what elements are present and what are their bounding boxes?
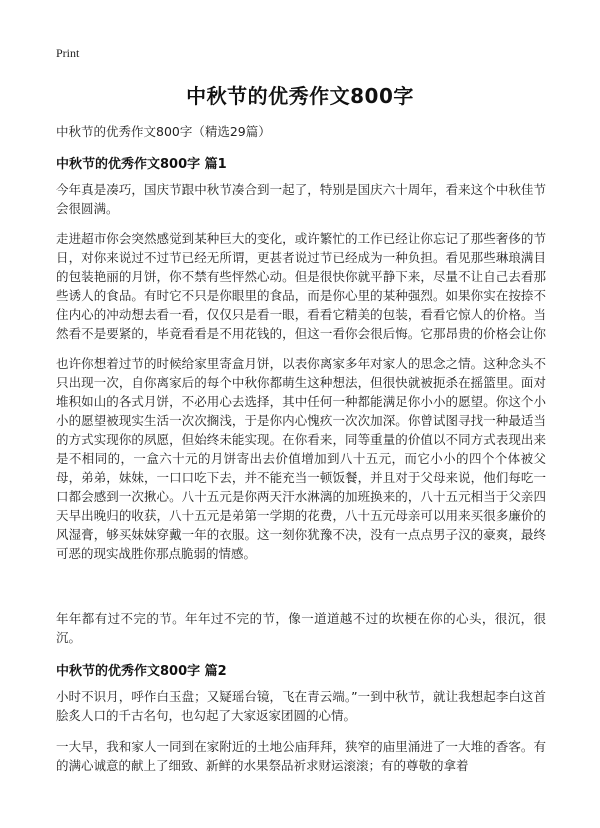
print-link[interactable]: Print bbox=[56, 46, 80, 60]
paragraph: 走进超市你会突然感觉到某种巨大的变化，或许繁忙的工作已经让你忘记了那些奢侈的节日，对你来说过不过节已经无所谓，更甚者说过节已经成为一种负担。看见那些琳琅满目的包装艳丽的月饼，你不禁有些怦然心动。但是很快你就平静下来，尽量不让自己去看那些诱人的食品。有时它不只是你眼里的食品，而是你心里的某种强烈。如果你实在按捺不住内心的冲动想去看一看，仅仅只是看一眼，看看它精美的包装，看看它惊人的价格。当然看不是要紧的，毕竟看看是不用花钱的，但这一看你会很后悔。它那昂贵的价格会让你 bbox=[56, 231, 546, 341]
section-heading-1: 中秋节的优秀作文800字 篇1 bbox=[56, 157, 227, 172]
paragraph: 年年都有过不完的节。年年过不完的节，像一道道越不过的坎梗在你的心头，很沉，很沉。 bbox=[56, 611, 546, 645]
paragraph: 也许你想着过节的时候给家里寄盒月饼，以表你离家多年对家人的思念之情。这种念头不只出现一次，自你离家后的每个中秋你都萌生这种想法，但很快就被扼杀在摇篮里。面对堆积如山的各式月饼，不必用心去选择，其中任何一种都能满足你小小的愿望。你这个小小的愿望被现实生活一次次搁浅，于是你内心愧疚一次次加深。你曾试图寻找一种最适当的方式实现你的夙愿，但始终未能实现。在你看来，同等重量的价值以不同方式表现出来是不相同的，一盒六十元的月饼寄出去价值增加到八十五元，而它小小的四个个体被父母，弟弟，妹妹，一口口吃下去，并不能充当一顿饭餐，并且对于父母来说，他们每吃一口都会感到一次揪心。八十五元是你两天汗水淋漓的加班换来的，八十五元相当于父亲四天早出晚归的收获，八十五元是弟第一学期的花费，八十五元母亲可以用来买很多廉价的风湿膏，够买妹妹穿戴一年的衣服。这一刻你犹豫不决，没有一点点男子汉的豪爽，最终可恶的现实战胜你那点脆弱的情感。 bbox=[56, 356, 546, 561]
document-subtitle: 中秋节的优秀作文800字（精选29篇） bbox=[56, 124, 271, 139]
section-heading-2: 中秋节的优秀作文800字 篇2 bbox=[56, 664, 227, 679]
page-title: 中秋节的优秀作文800字 bbox=[186, 84, 414, 108]
paragraph: 今年真是凑巧，国庆节跟中秋节凑合到一起了，特别是国庆六十周年，看来这个中秋佳节会很圆满。 bbox=[56, 182, 546, 216]
paragraph: 小时不识月，呼作白玉盘；又疑瑶台镜，飞在青云端。”一到中秋节，就让我想起李白这首脍炙人口的千古名句，也勾起了大家返家团圆的心情。 bbox=[56, 689, 546, 723]
paragraph: 一大早，我和家人一同到在家附近的土地公庙拜拜，狭窄的庙里涌进了一大堆的香客。有的满心诚意的献上了细致、新鲜的水果祭品祈求财运滚滚；有的尊敬的拿着 bbox=[56, 739, 546, 773]
